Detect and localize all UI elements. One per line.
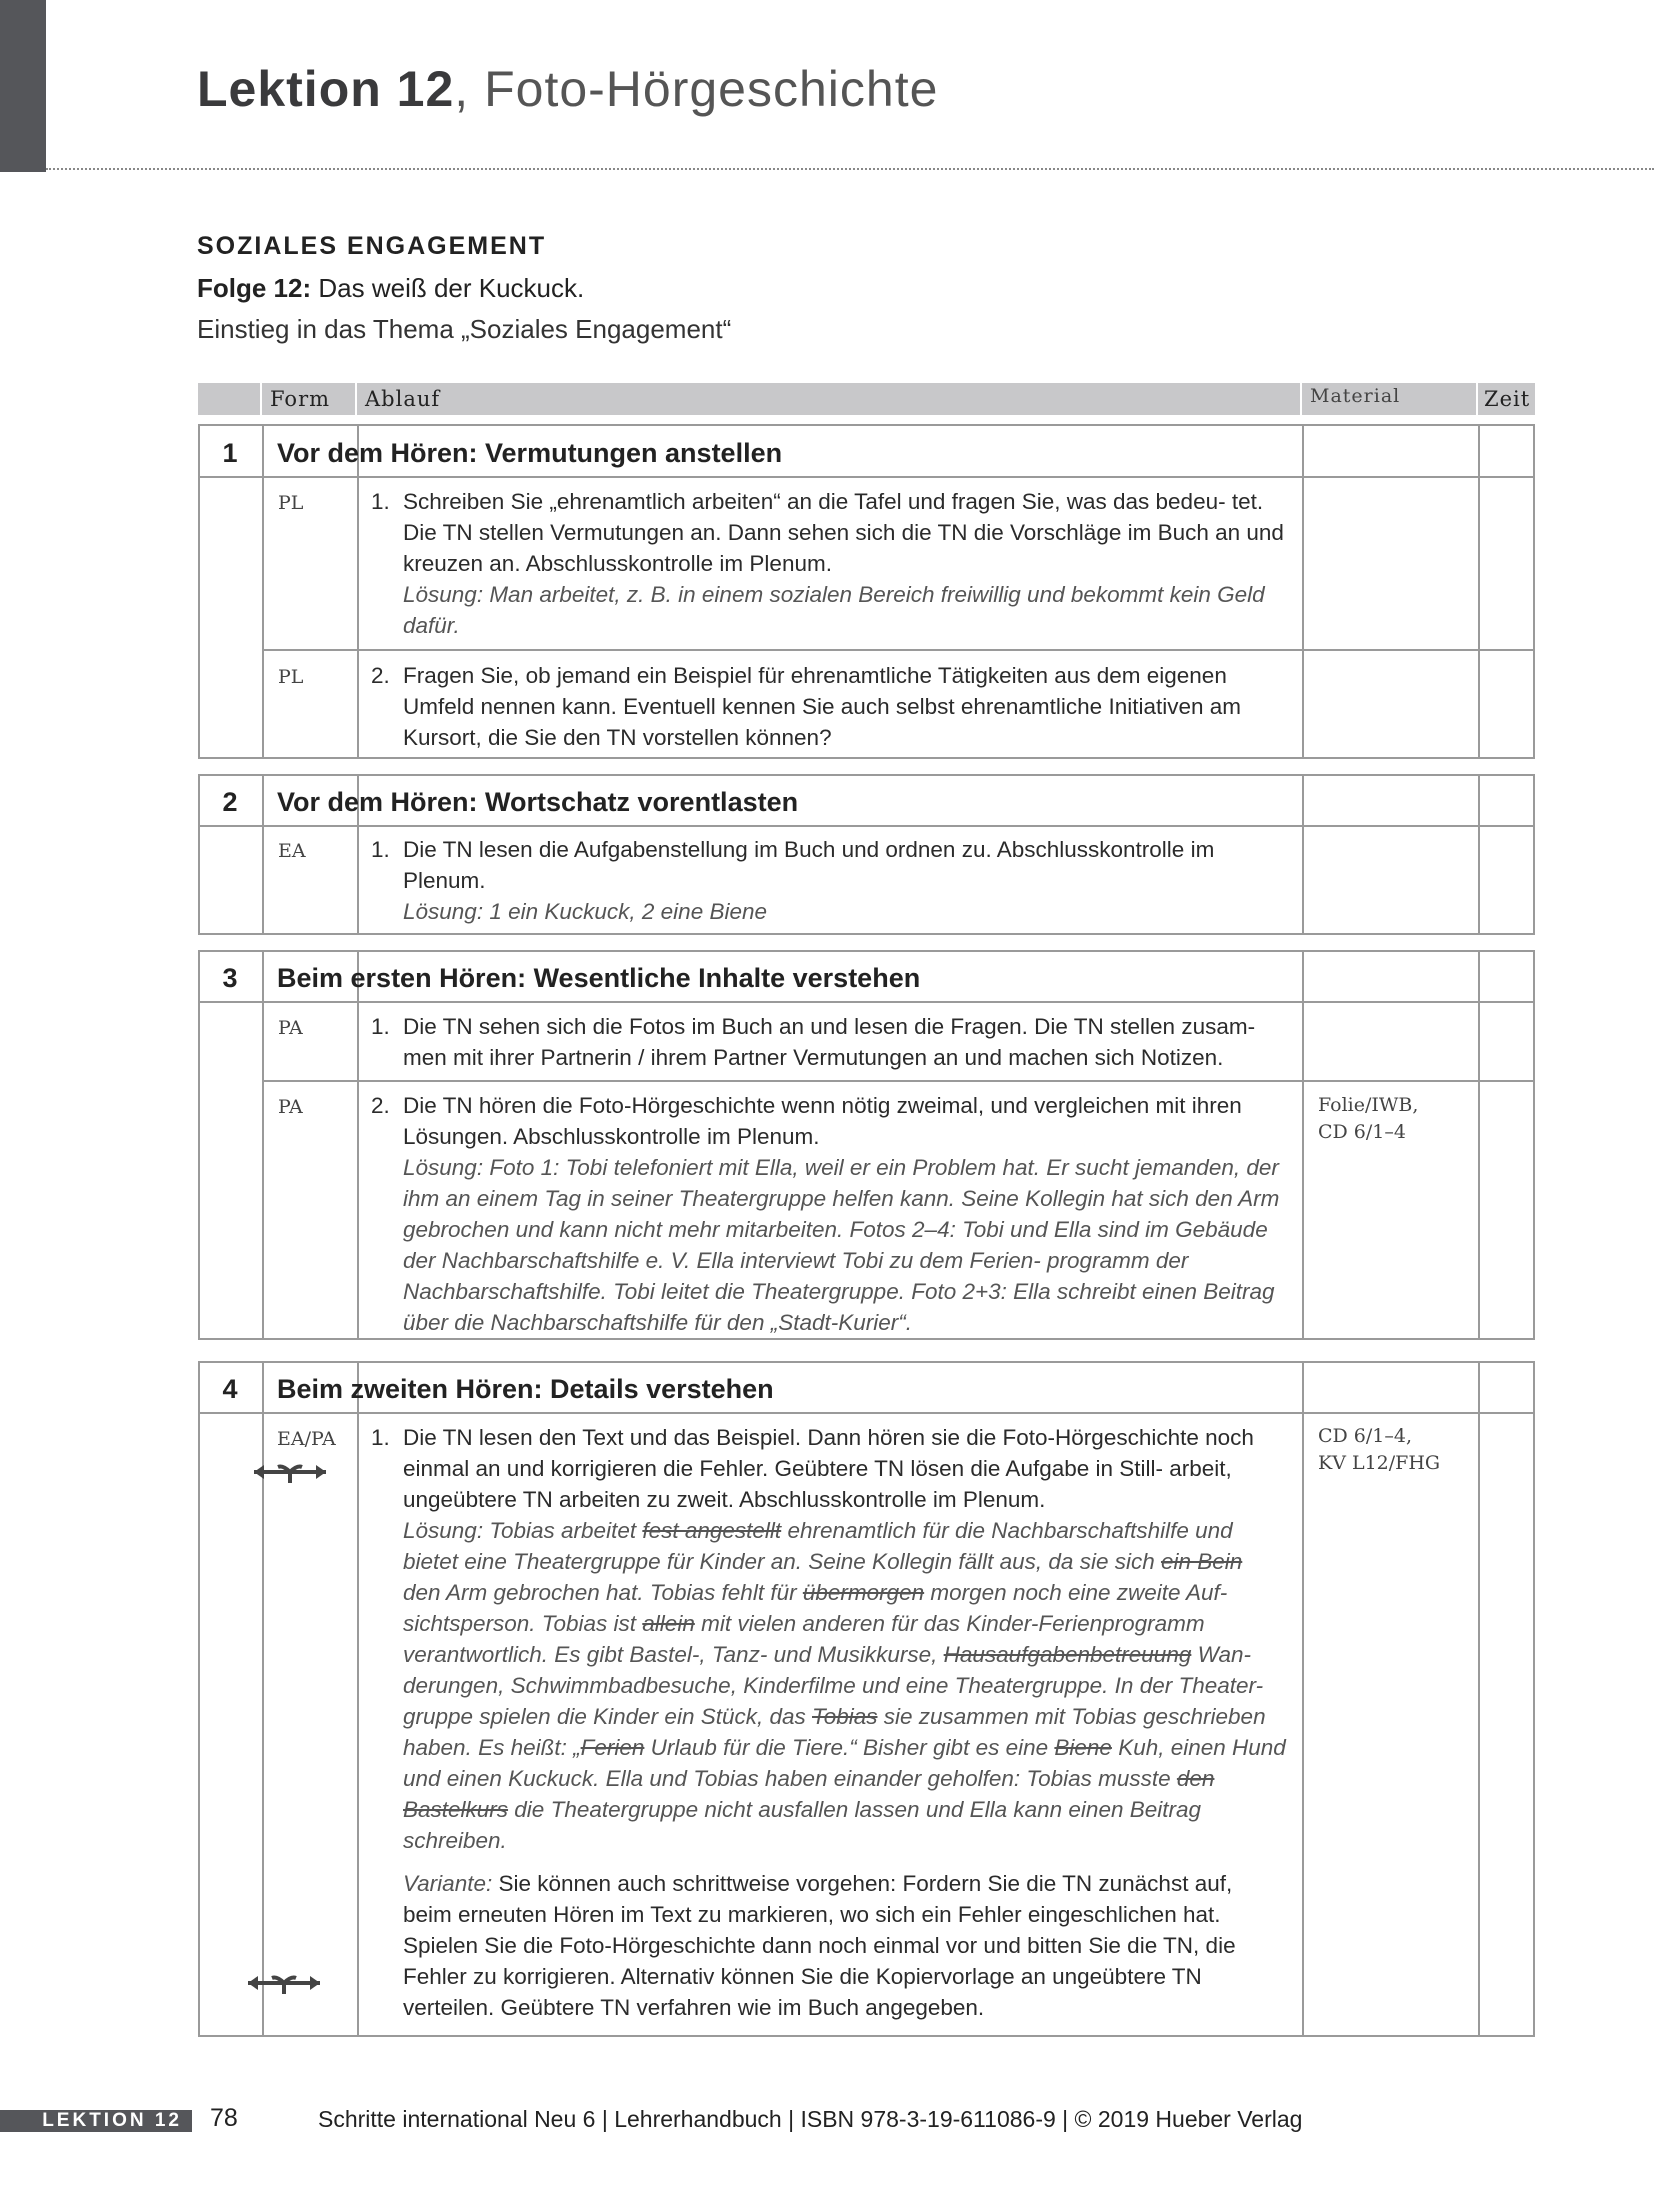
step-number: 1.: [371, 1425, 390, 1450]
footer-imprint: Schritte international Neu 6 | Lehrerhandbuch | ISBN 978-3-19-611086-9 | © 2019 Hueber Verlag: [318, 2106, 1303, 2132]
solution-text: Lösung: Tobias arbeitet fest angestellt ehrenamtlich für die Nachbarschaftshilfe und bietet eine Theatergruppe für Kinder an. Seine Kollegin fällt aus, da sie sich ein Bein den Arm gebrochen hat. Tobias fehlt für übermorgen morgen noch eine zweite Auf- sichtsperson. Tobias ist allein mit vielen anderen für das Kinder-Ferienprogramm verantwortlich. Es gibt Bastel-, Tanz- und Musikkurse, Hausaufgabenbetreuung Wan- derungen, Schwimmbadbesuche, Kinderfilme und eine Theatergruppe. In der Theater- gruppe spielen die Kinder ein Stück, das Tobias sie zusammen mit Tobias geschrieben haben. Es heißt: „Ferien Urlaub für die Tiere.“ Bisher gibt es eine Biene Kuh, einen Hund und einen Kuckuck. Ella und Tobias haben einander geholfen: Tobias musste den Bastelkurs die Theatergruppe nicht ausfallen lassen und Ella kann einen Beitrag schreiben.: [403, 1518, 1286, 1853]
form-code: EA: [278, 840, 306, 862]
lesson-label: Lektion 12: [197, 61, 455, 117]
task-title: Beim ersten Hören: Wesentliche Inhalte verstehen: [277, 963, 921, 993]
struck-word: Hausaufgabenbetreuung: [943, 1642, 1192, 1667]
header-divider: [46, 168, 1654, 170]
struck-word: den Bastelkurs: [403, 1766, 1215, 1822]
task-number: 4: [222, 1374, 238, 1404]
struck-word: fest angestellt: [642, 1518, 782, 1543]
form-code: PL: [278, 492, 304, 514]
step-number: 2.: [371, 1093, 390, 1118]
step-number: 1.: [371, 1014, 390, 1039]
page-number: 78: [210, 2104, 238, 2132]
step-text: Fragen Sie, ob jemand ein Beispiel für ehrenamtliche Tätigkeiten aus dem eigenen Umfeld nennen kann. Eventuell kennen Sie auch selbst ehrenamtliche Initiativen am Kursort, die Sie den TN vorstellen können?: [403, 663, 1242, 750]
header-side-block: [0, 0, 46, 172]
differentiation-arrows-icon: [250, 1459, 330, 1485]
step-2: [371, 660, 1286, 753]
task-title: Vor dem Hören: Vermutungen anstellen: [277, 438, 783, 468]
form-code: PA: [278, 1096, 303, 1118]
section-heading: SOZIALES ENGAGEMENT: [197, 232, 547, 260]
variant-note: [403, 1871, 1236, 2020]
step-text: Die TN sehen sich die Fotos im Buch an und lesen die Fragen. Die TN stellen zusam- men mit ihrer Partnerin / ihrem Partner Vermutungen an und machen sich Notizen.: [403, 1014, 1256, 1070]
lesson-subtitle: Foto-Hörgeschichte: [484, 61, 939, 117]
task-block-2: [198, 774, 1535, 935]
column-header-ablauf: Ablauf: [357, 383, 1300, 415]
material-item: KV L12/FHG: [1318, 1452, 1441, 1474]
folge-title: Das weiß der Kuckuck.: [318, 273, 585, 303]
step-number: 1.: [371, 837, 390, 862]
material-item: CD 6/1–4,: [1318, 1425, 1413, 1447]
differentiation-arrows-icon: [244, 1970, 324, 1996]
section-intro: Einstieg in das Thema „Soziales Engagement“: [197, 314, 732, 344]
column-header-form: Form: [262, 383, 355, 415]
struck-word: ein Bein: [1160, 1549, 1243, 1574]
column-header-material: Material: [1302, 383, 1476, 415]
step-1: [371, 1422, 1286, 2023]
folge-label: Folge 12:: [197, 273, 312, 303]
task-number: 1: [222, 438, 238, 468]
form-code: PA: [278, 1017, 303, 1039]
solution-text: Lösung: 1 ein Kuckuck, 2 eine Biene: [403, 899, 767, 924]
struck-word: Biene: [1054, 1735, 1112, 1760]
step-text: Die TN lesen die Aufgabenstellung im Buch und ordnen zu. Abschlusskontrolle im Plenum.: [403, 837, 1215, 893]
task-title: Vor dem Hören: Wortschatz vorentlasten: [277, 787, 799, 817]
solution-text: Lösung: Man arbeitet, z. B. in einem sozialen Bereich freiwillig und bekommt kein Geld dafür.: [403, 582, 1265, 638]
step-text: Die TN hören die Foto-Hörgeschichte wenn nötig zweimal, und vergleichen mit ihren Lösungen. Abschlusskontrolle im Plenum.: [403, 1093, 1242, 1149]
step-1: [371, 1011, 1286, 1073]
struck-word: Tobias: [812, 1704, 878, 1729]
solution-text: Lösung: Foto 1: Tobi telefoniert mit Ella, weil er ein Problem hat. Er sucht jemanden, der ihm an einem Tag in seiner Theatergruppe helfen kann. Seine Kollegin hat sich den Arm gebrochen und kann nicht mehr mitarbeiten. Fotos 2–4: Tobi und Ella sind im Gebäude der Nachbarschaftshilfe e. V. Ella interviewt Tobi zu dem Ferien- programm der Nachbarschaftshilfe. Tobi leitet die Theatergruppe. Foto 2+3: Ella schreibt einen Beitrag über die Nachbarschaftshilfe für den „Stadt-Kurier“.: [403, 1155, 1280, 1335]
task-number: 2: [222, 787, 238, 817]
struck-word: Ferien: [580, 1735, 645, 1760]
task-block-1: [198, 424, 1535, 759]
column-header-zeit: Zeit: [1478, 383, 1535, 415]
form-code: PL: [278, 666, 304, 688]
variant-label: Variante:: [403, 1871, 493, 1896]
step-text: Die TN lesen den Text und das Beispiel. Dann hören sie die Foto-Hörgeschichte noch einmal an und korrigieren die Fehler. Geübtere TN lösen die Aufgabe in Still- arbeit, ungeübtere TN arbeiten zu zweit. Abschlusskontrolle im Plenum.: [403, 1425, 1254, 1512]
folge-line: [197, 273, 584, 304]
step-2: [371, 1090, 1286, 1338]
material-item: CD 6/1–4: [1318, 1121, 1406, 1143]
column-header-number: [198, 383, 260, 415]
struck-word: übermorgen: [802, 1580, 925, 1605]
material-item: Folie/IWB,: [1318, 1094, 1419, 1116]
step-1: [371, 834, 1286, 927]
task-number: 3: [222, 963, 238, 993]
task-block-4: [198, 1361, 1535, 2037]
title-separator: ,: [454, 61, 470, 117]
step-text: Schreiben Sie „ehrenamtlich arbeiten“ an die Tafel und fragen Sie, was das bedeu- tet. Die TN stellen Vermutungen an. Dann sehen sich die TN die Vorschläge im Buch an und kreuzen an. Abschlusskontrolle im Plenum.: [403, 489, 1284, 576]
variant-text: Sie können auch schrittweise vorgehen: Fordern Sie die TN zunächst auf, beim erneuten Hören im Text zu markieren, wo sich ein Fehler eingeschlichen hat. Spielen Sie die Foto-Hörgeschichte dann noch einmal vor und bitten Sie die TN, die Fehler zu korrigieren. Alternativ können Sie die Kopiervorlage an ungeübtere TN verteilen. Geübtere TN verfahren wie im Buch angegeben.: [403, 1871, 1236, 2020]
footer-lesson-tag: LEKTION 12: [0, 2110, 192, 2132]
step-1: [371, 486, 1286, 641]
task-block-3: [198, 950, 1535, 1340]
step-number: 2.: [371, 663, 390, 688]
form-code: EA/PA: [277, 1428, 336, 1450]
struck-word: allein: [642, 1611, 695, 1636]
material-cell: [1318, 1423, 1488, 1477]
task-title: Beim zweiten Hören: Details verstehen: [277, 1374, 774, 1404]
step-number: 1.: [371, 489, 390, 514]
material-cell: [1318, 1092, 1488, 1146]
page-title: [197, 60, 938, 118]
